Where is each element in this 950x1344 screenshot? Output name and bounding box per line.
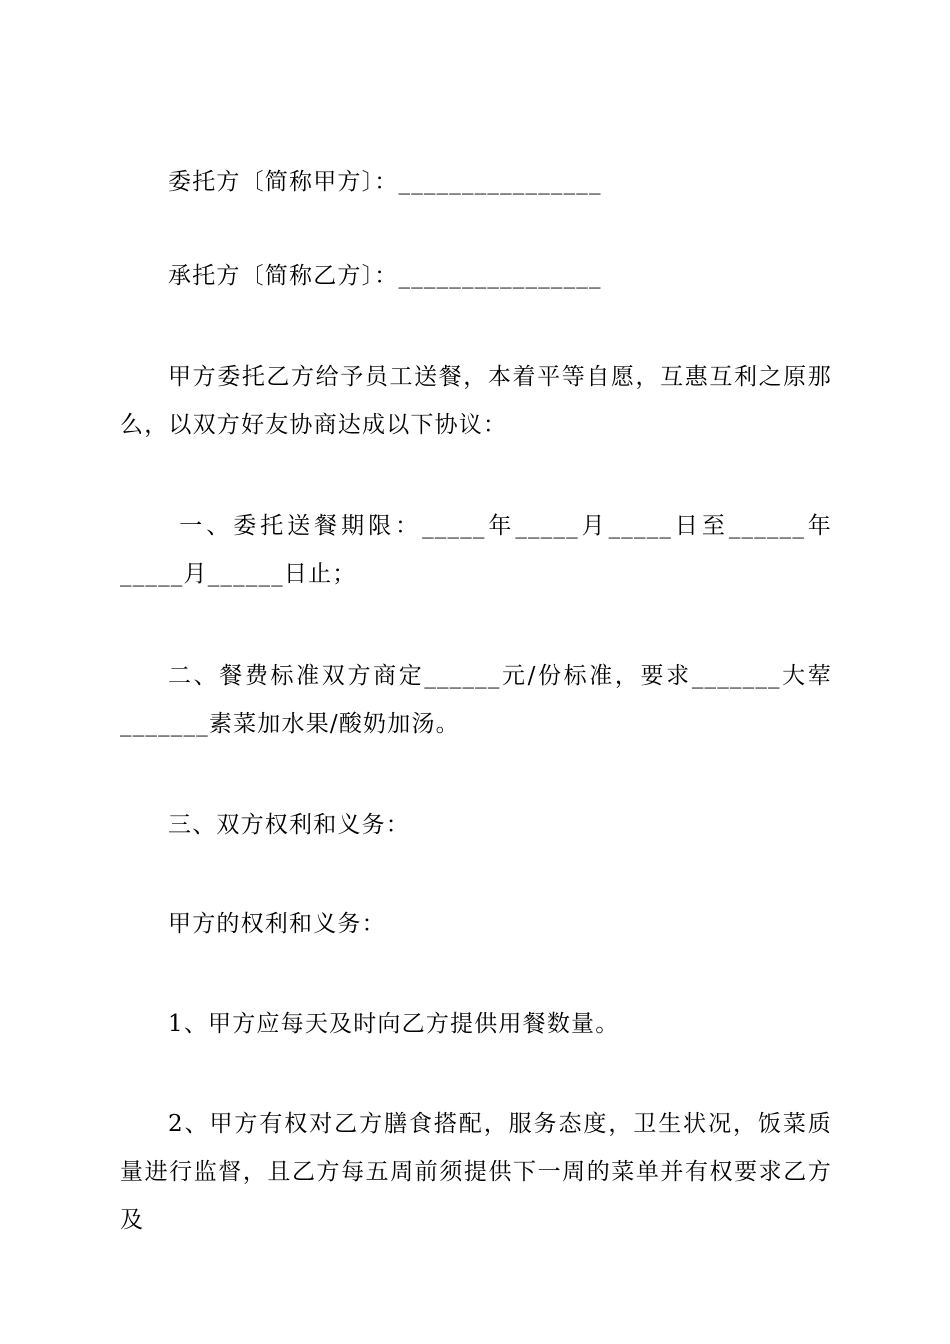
item-1: 1、甲方应每天及时向乙方提供用餐数量。	[168, 1011, 620, 1037]
party-b-line: 承托方〔简称乙方〕：________________	[168, 263, 602, 289]
party-a-line: 委托方〔简称甲方〕：________________	[168, 169, 602, 195]
clause-2-fee: 二、餐费标准双方商定______元/份标准，要求_______大荤_______素菜加水果/酸奶加汤。	[120, 663, 832, 737]
clause-1-term: 一、委托送餐期限：_____年_____月_____日至______年_____月______日止；	[120, 513, 833, 587]
party-a-rights-heading: 甲方的权利和义务：	[168, 911, 386, 937]
intro-paragraph: 甲方委托乙方给予员工送餐，本着平等自愿，互惠互利之原那么，以双方好友协商达成以下协议：	[120, 364, 832, 438]
item-2: 2、甲方有权对乙方膳食搭配，服务态度，卫生状况，饭菜质量进行监督，且乙方每五周前须提供下一周的菜单并有权要求乙方及	[120, 1111, 832, 1233]
clause-3-heading: 三、双方权利和义务：	[168, 812, 410, 838]
